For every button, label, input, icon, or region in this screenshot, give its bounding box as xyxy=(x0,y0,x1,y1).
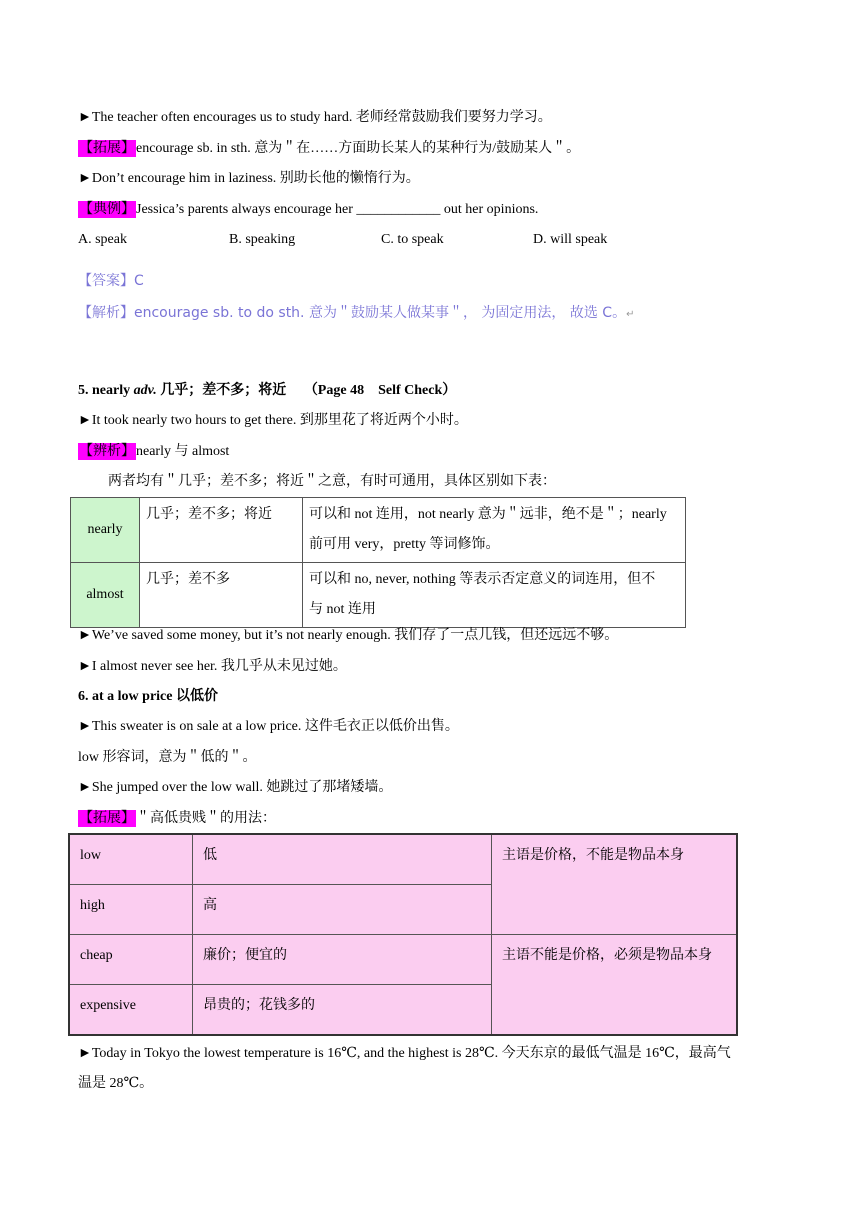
table-row xyxy=(69,834,737,885)
analysis-text: 【解析】encourage sb. to do sth. 意为＂鼓励某人做某事＂， 为固定用法， 故选 C。↵ xyxy=(78,305,635,321)
option-a: A. speak xyxy=(78,232,127,247)
word-cell: low xyxy=(69,834,193,885)
word-cell: high xyxy=(69,885,193,935)
extension-tag: 【拓展】 xyxy=(79,141,135,156)
example-sentence: ►The teacher often encourages us to study hard. 老师经常鼓励我们要努力学习。 xyxy=(78,110,552,125)
price-usage-table xyxy=(68,833,738,1036)
extension-line xyxy=(78,809,276,829)
example-sentence: ►She jumped over the low wall. 她跳过了那堵矮墙。 xyxy=(78,780,393,795)
table-row xyxy=(69,935,737,985)
extension-line xyxy=(78,139,580,159)
table-row xyxy=(71,563,686,628)
section-heading-6: 6. at a low price 以低价 xyxy=(78,689,218,704)
return-icon: ↵ xyxy=(626,309,635,320)
meaning-cell: 高 xyxy=(193,885,492,935)
option-c: C. to speak xyxy=(381,232,444,247)
usage-cell: 可以和 not 连用，not nearly 意为＂远非，绝不是＂；nearly 前可用 very，pretty 等词修饰。 xyxy=(303,498,686,563)
example-sentence: ►We’ve saved some money, but it’s not nearly enough. 我们存了一点儿钱，但还远远不够。 xyxy=(78,628,619,643)
question-text: Jessica’s parents always encourage her ____________ out her opinions. xyxy=(136,202,539,217)
option-d: D. will speak xyxy=(533,232,608,247)
example-sentence: ►I almost never see her. 我几乎从未见过她。 xyxy=(78,659,347,674)
example-sentence: ►Don’t encourage him in laziness. 别助长他的懒惰行为。 xyxy=(78,171,420,186)
example-sentence: ►Today in Tokyo the lowest temperature is 16℃, and the highest is 28℃. 今天东京的最低气温是 16℃，最高气 xyxy=(78,1046,731,1061)
example-sentence-cont: 温是 28℃。 xyxy=(78,1076,154,1091)
extension-text: encourage sb. in sth. 意为＂在……方面助长某人的某种行为/鼓励某人＂。 xyxy=(136,141,581,156)
example-tag: 【典例】 xyxy=(79,202,135,217)
explanation-text: low 形容词，意为＂低的＂。 xyxy=(78,750,257,765)
usage-cell: 可以和 no, never, nothing 等表示否定意义的词连用，但不 与 not 连用 xyxy=(303,563,686,628)
meaning-cell: 昂贵的；花钱多的 xyxy=(193,985,492,1036)
word-cell: cheap xyxy=(69,935,193,985)
word-cell: nearly xyxy=(71,498,140,563)
note-cell: 主语是价格，不能是物品本身 xyxy=(492,834,738,935)
option-b: B. speaking xyxy=(229,232,296,247)
example-sentence: ►It took nearly two hours to get there. 到那里花了将近两个小时。 xyxy=(78,413,468,428)
example-sentence: ►This sweater is on sale at a low price. 这件毛衣正以低价出售。 xyxy=(78,719,459,734)
meaning-cell: 廉价；便宜的 xyxy=(193,935,492,985)
nearly-almost-table xyxy=(70,497,686,628)
meaning-cell: 几乎；差不多；将近 xyxy=(140,498,303,563)
example-question xyxy=(78,200,538,220)
table-row xyxy=(71,498,686,563)
extension-text: ＂高低贵贱＂的用法： xyxy=(136,811,276,826)
discrimination-tag: 【辨析】 xyxy=(79,444,135,459)
discrimination-line xyxy=(78,442,229,462)
answer-text: 【答案】C xyxy=(78,273,144,289)
meaning-cell: 几乎；差不多 xyxy=(140,563,303,628)
extension-tag: 【拓展】 xyxy=(79,811,135,826)
section-heading-5: 5. nearly adv. 几乎；差不多；将近 （Page 48 Self Check） xyxy=(78,383,457,398)
word-cell: almost xyxy=(71,563,140,628)
meaning-cell: 低 xyxy=(193,834,492,885)
explanation-text: 两者均有＂几乎；差不多；将近＂之意，有时可通用，具体区别如下表： xyxy=(108,474,556,489)
note-cell: 主语不能是价格，必须是物品本身 xyxy=(492,935,738,1036)
word-cell: expensive xyxy=(69,985,193,1036)
discrimination-text: nearly 与 almost xyxy=(136,444,230,459)
